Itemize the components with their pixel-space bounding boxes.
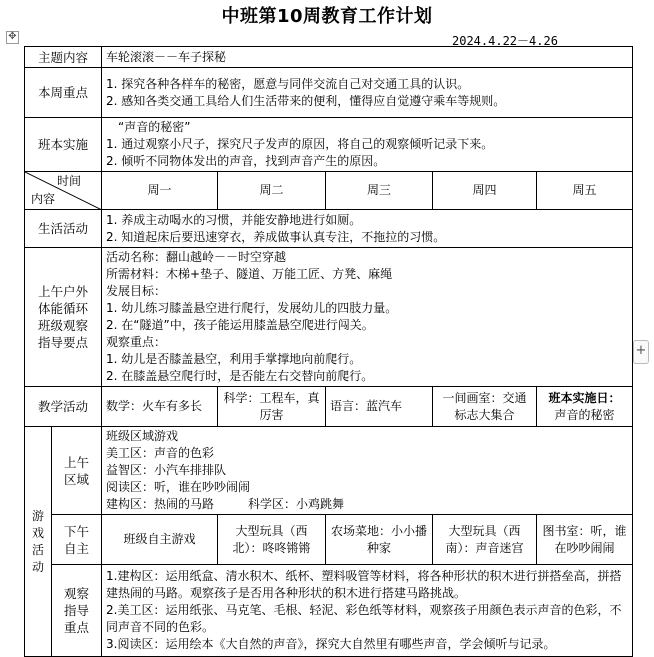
add-column-icon[interactable]: + bbox=[633, 340, 649, 364]
time-content-diagonal-cell bbox=[25, 172, 102, 210]
game-observe-label-line: 重点 bbox=[64, 620, 90, 635]
teaching-tuesday: 科学：工程车，真厉害 bbox=[218, 387, 326, 427]
game-afternoon-label bbox=[52, 515, 102, 565]
outdoor-line: 活动名称：翻山越岭－－时空穿越 bbox=[106, 250, 287, 264]
game-morning-line: 阅读区：听，谁在吵吵闹闹 bbox=[106, 480, 251, 494]
theme-row bbox=[25, 47, 633, 68]
outdoor-label-line: 体能循环 bbox=[38, 301, 89, 316]
weekday-header-row bbox=[25, 172, 633, 210]
week-focus-content bbox=[102, 68, 633, 118]
outdoor-label-line: 上午户外 bbox=[38, 284, 89, 299]
outdoor-content bbox=[102, 248, 633, 387]
theme-value: 车轮滚滚－－车子探秘 bbox=[102, 47, 633, 68]
game-observe-label-line: 观察 bbox=[64, 586, 90, 601]
game-afternoon-label-line: 自主 bbox=[64, 540, 90, 556]
game-morning-row bbox=[25, 427, 633, 515]
outdoor-line: 2. 在“隧道”中，孩子能运用膝盖悬空爬进行闯关。 bbox=[106, 318, 374, 332]
game-label-char: 戏 bbox=[31, 525, 44, 540]
game-observe-content bbox=[102, 565, 633, 657]
outdoor-line: 1. 幼儿练习膝盖悬空进行爬行，发展幼儿的四肢力量。 bbox=[106, 301, 398, 315]
header-thursday: 周四 bbox=[433, 172, 537, 210]
header-tuesday: 周二 bbox=[218, 172, 326, 210]
teaching-friday bbox=[537, 387, 633, 427]
plan-table bbox=[24, 46, 633, 657]
date-range: 2024.4.22－4.26 bbox=[452, 34, 558, 48]
week-focus-line: 2. 感知各类交通工具给人们生活带来的便利，懂得应自觉遵守乘车等规则。 bbox=[106, 93, 506, 108]
teaching-thursday: 一间画室：交通标志大集合 bbox=[433, 387, 537, 427]
outdoor-line: 观察重点： bbox=[106, 335, 167, 349]
life-label: 生活活动 bbox=[25, 210, 102, 248]
class-impl-content bbox=[102, 118, 633, 172]
outdoor-line: 所需材料：木梯+垫子、隧道、万能工匠、方凳、麻绳 bbox=[106, 267, 393, 281]
header-friday: 周五 bbox=[537, 172, 633, 210]
outdoor-label-line: 班级观察 bbox=[38, 318, 89, 333]
life-row bbox=[25, 210, 633, 248]
outdoor-label-line: 指导要点 bbox=[38, 335, 89, 350]
teaching-friday-topic: 声音的秘密 bbox=[554, 407, 615, 422]
game-observe-label bbox=[52, 565, 102, 657]
class-impl-label: 班本实施 bbox=[25, 118, 102, 172]
header-time: 时间 bbox=[57, 174, 82, 188]
outdoor-label bbox=[25, 248, 102, 387]
game-morning-label bbox=[52, 427, 102, 515]
page-title: 中班第10周教育工作计划 bbox=[221, 6, 433, 27]
science-area: 科学区：小鸡跳舞 bbox=[248, 497, 345, 511]
teaching-row bbox=[25, 387, 633, 427]
week-focus-row bbox=[25, 68, 633, 118]
header-monday: 周一 bbox=[102, 172, 218, 210]
week-focus-line: 1. 探究各种各样车的秘密，愿意与同伴交流自己对交通工具的认识。 bbox=[106, 76, 470, 91]
teaching-friday-title: 班本实施日： bbox=[548, 390, 621, 405]
game-label-char: 游 bbox=[31, 508, 44, 523]
game-morning-line: 益智区：小汽车排排队 bbox=[106, 463, 227, 477]
outdoor-line: 发展目标： bbox=[106, 284, 167, 298]
game-afternoon-label-line: 下午 bbox=[64, 523, 90, 539]
game-morning-content bbox=[102, 427, 633, 515]
game-morning-line bbox=[106, 496, 628, 513]
game-label bbox=[25, 427, 52, 657]
afternoon-tuesday: 大型玩具（西北）：咚咚锵锵 bbox=[218, 515, 326, 565]
game-morning-label-line: 上午 bbox=[64, 454, 90, 470]
afternoon-wednesday: 农场菜地：小小播种家 bbox=[326, 515, 433, 565]
game-observe-label-line: 指导 bbox=[64, 603, 90, 618]
afternoon-monday: 班级自主游戏 bbox=[102, 515, 218, 565]
teaching-monday: 数学：火车有多长 bbox=[102, 387, 218, 427]
table-move-handle-icon[interactable]: ✥ bbox=[6, 31, 19, 44]
game-morning-line: 美工区：声音的色彩 bbox=[106, 446, 215, 460]
afternoon-thursday: 大型玩具（西南）：声音迷宫 bbox=[433, 515, 537, 565]
outdoor-line: 1. 幼儿是否膝盖悬空，利用手掌撑地向前爬行。 bbox=[106, 352, 362, 366]
class-impl-line: 2. 倾听不同物体发出的声音，找到声音产生的原因。 bbox=[106, 154, 386, 168]
game-observe-line: 2.美工区：运用纸张、马克笔、毛根、轻泥、彩色纸等材料，观察孩子用颜色表示声音的色彩，不同声音不同的色彩。 bbox=[106, 603, 622, 634]
header-wednesday: 周三 bbox=[326, 172, 433, 210]
header-content: 内容 bbox=[31, 192, 56, 206]
game-morning-label-line: 区域 bbox=[64, 471, 90, 487]
construction-area: 建构区：热闹的马路 bbox=[106, 497, 215, 511]
teaching-label: 教学活动 bbox=[25, 387, 102, 427]
life-line: 2. 知道起床后要迅速穿衣，养成做事认真专注，不拖拉的习惯。 bbox=[106, 229, 446, 244]
class-impl-row bbox=[25, 118, 633, 172]
outdoor-line: 2. 在膝盖悬空爬行时，是否能左右交替向前爬行。 bbox=[106, 369, 374, 383]
outdoor-row bbox=[25, 248, 633, 387]
game-label-char: 动 bbox=[31, 559, 44, 574]
afternoon-friday: 图书室：听，谁在吵吵闹闹 bbox=[537, 515, 633, 565]
game-observe-line: 1.建构区：运用纸盒、清水积木、纸杯、塑料吸管等材料，将各种形状的积木进行拼搭垒高，拼搭建热闹的马路。观察孩子是否用各种形状的积木进行搭建马路挑战。 bbox=[106, 569, 622, 600]
class-impl-line: 1. 通过观察小尺子，探究尺子发声的原因，将自己的观察倾听记录下来。 bbox=[106, 137, 494, 151]
life-line: 1. 养成主动喝水的习惯，并能安静地进行如厕。 bbox=[106, 212, 362, 227]
game-afternoon-row bbox=[25, 515, 633, 565]
life-content bbox=[102, 210, 633, 248]
game-observe-line: 3.阅读区：运用绘本《大自然的声音》，探究大自然里有哪些声音，学会倾听与记录。 bbox=[106, 637, 556, 651]
theme-label: 主题内容 bbox=[25, 47, 102, 68]
game-observe-row bbox=[25, 565, 633, 657]
week-focus-label: 本周重点 bbox=[25, 68, 102, 118]
game-label-char: 活 bbox=[31, 542, 44, 557]
class-impl-topic: “声音的秘密” bbox=[118, 120, 191, 134]
teaching-wednesday: 语言：蓝汽车 bbox=[326, 387, 433, 427]
game-morning-line: 班级区域游戏 bbox=[106, 429, 179, 443]
